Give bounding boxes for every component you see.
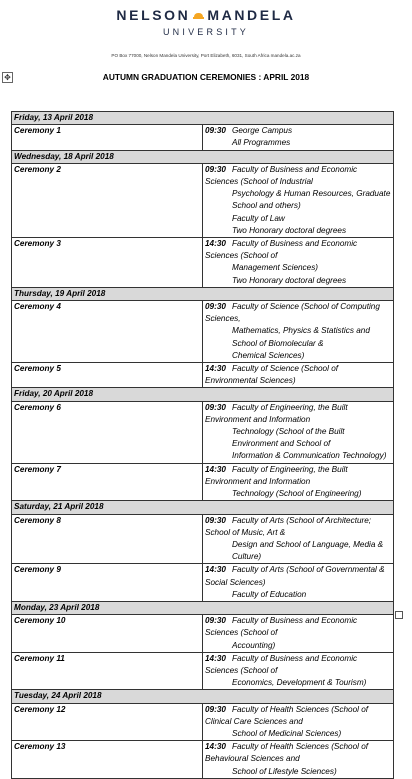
- ceremony-label: Ceremony 10: [12, 615, 203, 653]
- date-cell: Wednesday, 18 April 2018: [12, 150, 394, 163]
- address-line: PO Box 77000, Nelson Mandela University, Port Elizabeth, 6031, South Africa mandela.ac.za: [111, 53, 301, 58]
- faculty-text: Faculty of Health Sciences (School of Behavioural Sciences and: [205, 742, 369, 764]
- faculty-text: Faculty of Health Sciences (School of Clinical Care Sciences and: [205, 704, 369, 726]
- date-row: [12, 287, 394, 300]
- ceremony-row: [12, 125, 394, 150]
- ceremony-time: 09:30: [205, 302, 226, 312]
- faculty-line: [205, 704, 391, 728]
- date-row: [12, 690, 394, 703]
- ceremony-row: [12, 463, 394, 501]
- faculty-line: Design and School of Language, Media & Culture): [232, 539, 384, 562]
- ceremony-row: [12, 741, 394, 779]
- faculty-text: George Campus: [232, 126, 293, 136]
- ceremony-row: [12, 163, 394, 237]
- faculty-text: Faculty of Business and Economic Sciences (School of: [205, 653, 358, 675]
- ceremony-label: Ceremony 8: [12, 514, 203, 564]
- faculty-line: Economics, Development & Tourism): [232, 678, 367, 688]
- ceremony-details: [203, 301, 394, 363]
- faculty-line: School of Lifestyle Sciences): [232, 766, 337, 776]
- ceremony-label: Ceremony 5: [12, 363, 203, 388]
- ceremony-time: 09:30: [205, 704, 226, 714]
- table-move-handle-icon[interactable]: ✥: [2, 72, 13, 83]
- ceremony-time: 09:30: [205, 126, 226, 136]
- sun-icon: [193, 10, 204, 21]
- ceremony-details: [203, 703, 394, 741]
- ceremony-details: [203, 463, 394, 501]
- faculty-text: Faculty of Science (School of Computing Sciences,: [205, 302, 380, 324]
- logo-university: UNIVERSITY: [162, 27, 249, 37]
- university-logo: [0, 6, 412, 38]
- ceremony-time: 14:30: [205, 464, 226, 474]
- ceremony-details: [203, 564, 394, 602]
- ceremony-label: Ceremony 2: [12, 163, 203, 237]
- faculty-line: Accounting): [232, 640, 276, 650]
- faculty-line: [205, 238, 391, 262]
- table-resize-handle[interactable]: [395, 611, 403, 619]
- ceremony-row: [12, 703, 394, 741]
- ceremony-time: 14:30: [205, 364, 226, 374]
- ceremony-time: 09:30: [205, 616, 226, 626]
- faculty-line: [205, 741, 391, 765]
- faculty-line: Faculty of Law: [232, 213, 285, 223]
- schedule-body: [12, 112, 394, 779]
- faculty-line: Information & Communication Technology): [232, 451, 387, 461]
- faculty-line: [205, 653, 391, 677]
- ceremony-details: [203, 125, 394, 150]
- ceremony-label: Ceremony 12: [12, 703, 203, 741]
- ceremony-details: [203, 652, 394, 690]
- ceremony-time: 09:30: [205, 515, 226, 525]
- ceremony-details: [203, 363, 394, 388]
- ceremony-details: [203, 238, 394, 288]
- ceremony-details: [203, 741, 394, 779]
- faculty-line: Chemical Sciences): [232, 350, 305, 360]
- faculty-line: Management Sciences): [232, 263, 319, 273]
- faculty-text: Faculty of Arts (School of Architecture; School of Music, Art &: [205, 515, 372, 537]
- faculty-line: [205, 402, 391, 426]
- faculty-line: Psychology & Human Resources, Graduate School and others): [232, 189, 391, 211]
- date-cell: Friday, 13 April 2018: [12, 112, 394, 125]
- faculty-line: Technology (School of the Built Environment and School of: [232, 427, 345, 449]
- faculty-text: Faculty of Engineering, the Built Environment and Information: [205, 464, 348, 486]
- ceremony-row: [12, 401, 394, 463]
- ceremony-details: [203, 514, 394, 564]
- ceremony-time: 09:30: [205, 402, 226, 412]
- faculty-text: Faculty of Business and Economic Sciences (School of: [205, 616, 358, 638]
- ceremony-time: 14:30: [205, 653, 226, 663]
- faculty-line: Mathematics, Physics & Statistics and School of Biomolecular &: [232, 326, 370, 348]
- ceremony-row: [12, 615, 394, 653]
- faculty-line: [205, 564, 391, 588]
- schedule-table: [11, 111, 394, 779]
- date-cell: Monday, 23 April 2018: [12, 601, 394, 614]
- faculty-line: [205, 125, 391, 137]
- faculty-line: [205, 363, 391, 387]
- ceremony-label: Ceremony 9: [12, 564, 203, 602]
- ceremony-row: [12, 564, 394, 602]
- ceremony-row: [12, 363, 394, 388]
- date-row: [12, 501, 394, 514]
- faculty-line: School of Medicinal Sciences): [232, 728, 342, 738]
- faculty-line: Technology (School of Engineering): [232, 489, 362, 499]
- ceremony-row: [12, 514, 394, 564]
- ceremony-row: [12, 238, 394, 288]
- ceremony-label: Ceremony 7: [12, 463, 203, 501]
- date-row: [12, 601, 394, 614]
- ceremony-time: 14:30: [205, 742, 226, 752]
- ceremony-label: Ceremony 6: [12, 401, 203, 463]
- ceremony-label: Ceremony 4: [12, 301, 203, 363]
- faculty-line: All Programmes: [232, 138, 291, 148]
- faculty-line: [205, 615, 391, 639]
- faculty-text: Faculty of Business and Economic Sciences (School of Industrial: [205, 164, 358, 187]
- logo-name-right: MANDELA: [207, 7, 296, 23]
- ceremony-label: Ceremony 3: [12, 238, 203, 288]
- ceremony-time: 14:30: [205, 565, 226, 575]
- faculty-line: [205, 515, 391, 539]
- date-cell: Friday, 20 April 2018: [12, 388, 394, 401]
- date-cell: Saturday, 21 April 2018: [12, 501, 394, 514]
- ceremony-label: Ceremony 13: [12, 741, 203, 779]
- logo-wordmark: [116, 6, 295, 24]
- ceremony-time: 14:30: [205, 239, 226, 249]
- faculty-line: [205, 464, 391, 488]
- logo-name-left: NELSON: [116, 7, 191, 23]
- ceremony-label: Ceremony 11: [12, 652, 203, 690]
- ceremony-row: [12, 652, 394, 690]
- ceremony-details: [203, 401, 394, 463]
- faculty-line: Two Honorary doctoral degrees: [232, 275, 347, 285]
- page-title: AUTUMN GRADUATION CEREMONIES : APRIL 2018: [102, 72, 310, 82]
- faculty-text: Faculty of Arts (School of Governmental & Social Sciences): [205, 565, 385, 587]
- faculty-text: Faculty of Engineering, the Built Environment and Information: [205, 402, 348, 424]
- ceremony-row: [12, 301, 394, 363]
- faculty-text: Faculty of Business and Economic Sciences (School of: [205, 239, 358, 261]
- ceremony-details: [203, 615, 394, 653]
- ceremony-label: Ceremony 1: [12, 125, 203, 150]
- faculty-line: [205, 301, 391, 325]
- date-row: [12, 150, 394, 163]
- date-row: [12, 112, 394, 125]
- ceremony-details: [203, 163, 394, 237]
- ceremony-time: 09:30: [205, 164, 226, 174]
- date-row: [12, 388, 394, 401]
- date-cell: Tuesday, 24 April 2018: [12, 690, 394, 703]
- faculty-line: [205, 164, 391, 188]
- date-cell: Thursday, 19 April 2018: [12, 287, 394, 300]
- faculty-text: Faculty of Science (School of Environmental Sciences): [205, 364, 339, 386]
- faculty-line: Two Honorary doctoral degrees: [232, 225, 347, 235]
- faculty-line: Faculty of Education: [232, 589, 307, 599]
